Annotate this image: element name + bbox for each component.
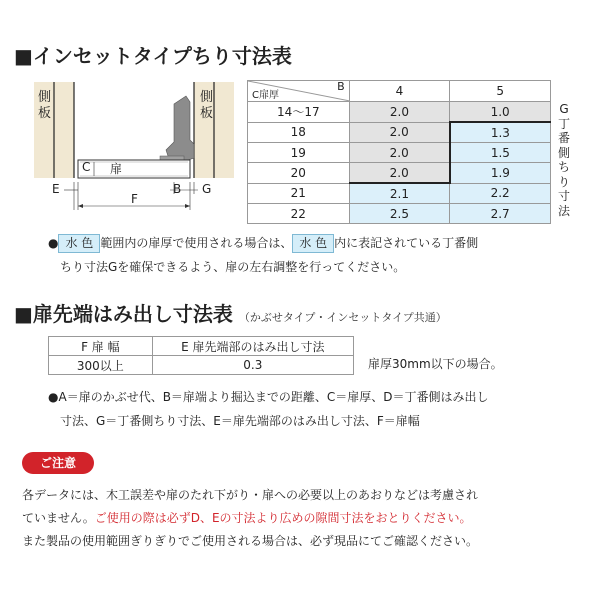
table-row [248, 183, 551, 204]
note2-text: A＝扉のかぶせ代、B＝扉端より掘込までの距離、C＝扉厚、D＝丁番側はみ出し [58, 390, 489, 404]
g-side-label: G丁番側ちり寸法 [557, 102, 570, 218]
table-cell: 2.5 [349, 204, 450, 224]
table-cell: 1.5 [450, 143, 551, 163]
side-panel-left-label: 側板 [38, 90, 52, 121]
table-cell: 0.3 [152, 356, 353, 375]
table-row [49, 356, 354, 375]
table-cell: 20 [248, 163, 350, 184]
caution-text-red: ご使用の際は必ずD、Eの寸法より広めの隙間寸法をおとりください。 [94, 511, 472, 525]
caution-line2 [22, 507, 472, 530]
caution-text-plain: ていません。 [22, 511, 95, 525]
section-title-inset: ■インセットタイプちり寸法表 [14, 44, 292, 68]
note1-line2: ちり寸法Gを確保できるよう、扉の左右調整を行ってください。 [60, 260, 406, 274]
dim-f-label: F [131, 192, 138, 206]
caution-line3: また製品の使用範囲ぎりぎりでご使用される場合は、必ず現品にてご確認ください。 [22, 534, 479, 548]
table-row [248, 163, 551, 184]
dim-b-label: B [173, 182, 182, 196]
bullet-icon: ● [48, 390, 59, 404]
table-cell: 2.2 [450, 183, 551, 204]
table-cell: 1.0 [450, 102, 551, 123]
table-header: F 扉 幅 [49, 337, 153, 356]
caution-badge: ご注意 [22, 452, 94, 474]
note2-line1 [48, 386, 489, 409]
table-cell: 21 [248, 183, 350, 204]
table-cell: 2.0 [349, 102, 450, 123]
table-cell: 300以上 [49, 356, 153, 375]
side-panel-right-label: 側板 [200, 90, 214, 121]
table-cell: 2.0 [349, 122, 450, 143]
table-row [248, 204, 551, 224]
note2-line2: 寸法、G＝丁番側ちり寸法、E＝扉先端部のはみ出し寸法、F＝扉幅 [60, 414, 420, 428]
protrusion-table [48, 336, 354, 375]
hinge-shape [166, 96, 194, 162]
dim-c-label: C [82, 160, 91, 174]
table-cell: 1.9 [450, 163, 551, 184]
table-cell: 2.0 [349, 143, 450, 163]
note1-text-a: 範囲内の扉厚で使用される場合は、 [100, 236, 293, 250]
table-row [248, 122, 551, 143]
section2-subtitle: （かぶせタイプ・インセットタイプ共通） [238, 311, 447, 324]
corner-b-label: B [337, 80, 345, 93]
corner-c-label: C扉厚 [252, 90, 279, 101]
dim-e-label: E [52, 182, 60, 196]
col-header-5: 5 [450, 81, 551, 102]
section-title-protrusion [14, 298, 447, 327]
caution-line1: 各データには、木工誤差や扉のたれ下がり・扉への必要以上のあおりなどは考慮され [22, 488, 479, 502]
table-cell: 14～17 [248, 102, 350, 123]
col-header-4: 4 [349, 81, 450, 102]
door-rect [78, 160, 190, 178]
bullet-icon: ● [48, 236, 59, 250]
inset-diagram [34, 82, 234, 232]
table-row [248, 143, 551, 163]
table-cell: 2.0 [349, 163, 450, 184]
table-cell: 1.3 [450, 122, 551, 143]
table2-side-note: 扉厚30mm以下の場合。 [368, 357, 503, 371]
section2-title-text: ■扉先端はみ出し寸法表 [14, 302, 233, 326]
table-cell: 19 [248, 143, 350, 163]
light-blue-swatch: 水 色 [292, 234, 334, 253]
table-row [49, 337, 354, 356]
table-cell: 2.7 [450, 204, 551, 224]
table-row [248, 81, 551, 102]
corner-cell [248, 81, 350, 102]
table-cell: 18 [248, 122, 350, 143]
inset-clearance-table [247, 80, 551, 224]
table-row [248, 102, 551, 123]
light-blue-swatch: 水 色 [58, 234, 100, 253]
table-cell: 2.1 [349, 183, 450, 204]
note1-text-b: 内に表記されている丁番側 [334, 236, 479, 250]
table-header: E 扉先端部のはみ出し寸法 [152, 337, 353, 356]
table-cell: 22 [248, 204, 350, 224]
note1-line1 [48, 232, 478, 255]
door-label: 扉 [110, 162, 123, 176]
dim-g-label: G [202, 182, 212, 196]
